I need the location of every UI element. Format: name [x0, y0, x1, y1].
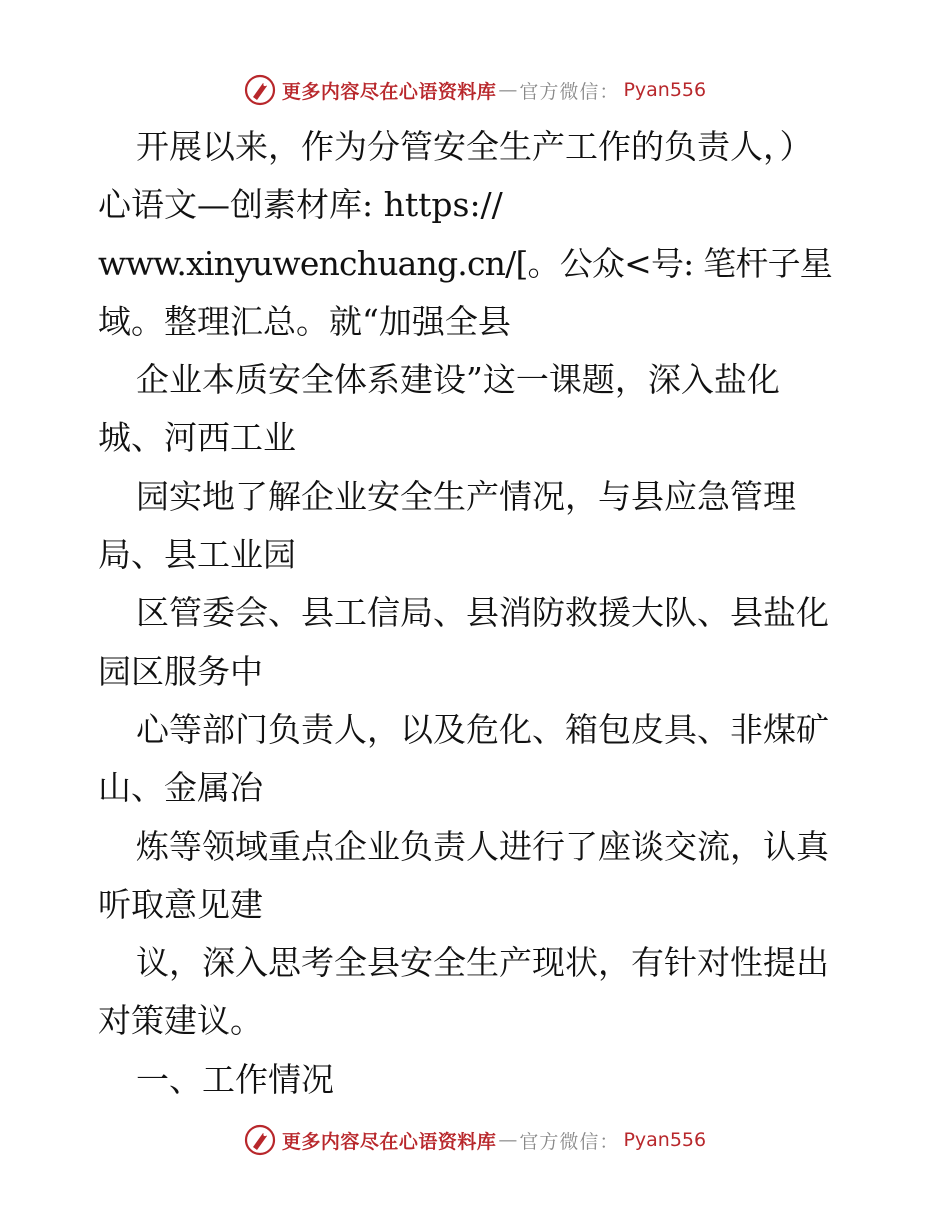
text-line: 局、县工业园 — [98, 535, 296, 575]
pen-nib-icon — [244, 1124, 276, 1156]
text-line: 城、河西工业 — [98, 418, 296, 458]
header-banner — [0, 70, 950, 110]
text-line: 炼等领域重点企业负责人进行了座谈交流，认真 — [136, 826, 829, 866]
text-line: 园区服务中 — [98, 651, 263, 691]
text-line: 对策建议。 — [98, 1001, 263, 1041]
banner-official-label: 官方微信： — [519, 80, 620, 103]
text-line: 心等部门负责人，以及危化、箱包皮具、非煤矿 — [136, 709, 829, 749]
footer-banner — [0, 1120, 950, 1160]
text-line: 山、金属冶 — [98, 768, 263, 808]
text-line: www.xinyuwenchuang.cn/[。公众<号: 笔杆子星 — [98, 243, 832, 283]
text-line: 开展以来，作为分管安全生产工作的负责人，） — [136, 127, 813, 166]
banner-official-label: 官方微信： — [519, 1130, 620, 1153]
text-line: 园实地了解企业安全生产情况，与县应急管理 — [136, 476, 796, 516]
text-line: 心语文—创素材库: https:// — [98, 185, 503, 225]
banner-brand: 更多内容尽在心语资料库 — [281, 1130, 497, 1153]
pen-nib-icon — [244, 74, 276, 106]
text-line: 议，深入思考全县安全生产现状，有针对性提出 — [136, 943, 829, 983]
text-line: 区管委会、县工信局、县消防救援大队、县盐化 — [136, 593, 829, 633]
banner-wechat-handle: Pyan556 — [623, 79, 707, 101]
banner-dash: — — [498, 1129, 518, 1151]
text-line: 听取意见建 — [98, 884, 263, 924]
banner-dash: — — [498, 79, 518, 101]
banner-wechat-handle: Pyan556 — [623, 1129, 707, 1151]
banner-brand: 更多内容尽在心语资料库 — [281, 80, 497, 103]
text-line: 域。整理汇总。就“加强全县 — [98, 301, 511, 341]
section-heading: 一、工作情况 — [136, 1059, 334, 1099]
text-line: 企业本质安全体系建设”这一课题，深入盐化 — [136, 360, 780, 400]
document-body — [98, 118, 858, 1109]
